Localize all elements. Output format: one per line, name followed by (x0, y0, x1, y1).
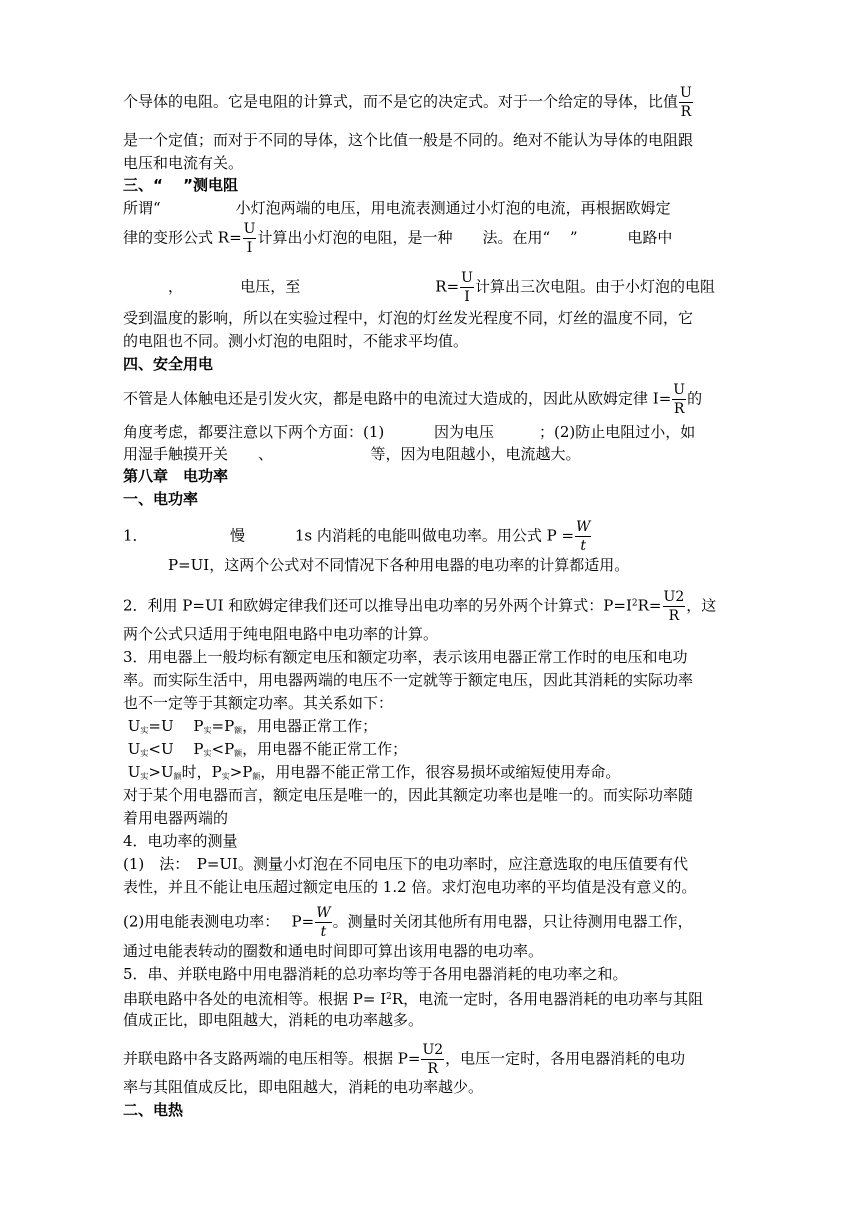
fraction-numerator: U (680, 85, 692, 101)
text-segment: 并联电路中各支路两端的电压相等。根据 P= (123, 1049, 421, 1068)
text-segment: ，用电器不能正常工作，很容易损坏或缩短使用寿命。 (260, 763, 621, 781)
text-segment: 计算出小灯泡的电阻，是一种 法。在用“ ” 电路中 (257, 228, 673, 247)
subscript: 实 (203, 749, 212, 758)
fraction-numerator: U (243, 221, 256, 237)
text-segment: <U P (148, 740, 204, 758)
text-segment: >U (148, 763, 174, 781)
fraction-denominator: I (246, 240, 253, 256)
fraction-denominator: R (680, 104, 692, 120)
subscript: 实 (140, 749, 149, 758)
text-segment: 时，P (181, 763, 222, 781)
fraction-denominator: R (427, 1061, 439, 1077)
fraction-denominator: R (668, 608, 680, 624)
text-line: 率与其阻值成反比，即电阻越大，消耗的电功率越少。 (123, 1078, 484, 1096)
text-segment: 不管是人体触电还是引发火灾，都是电路中的电流过大造成的，因此从欧姆定律 I= (123, 389, 672, 408)
text-segment: 个导体的电阻。它是电阻的计算式，而不是它的决定式。对于一个给定的导体，比值 (123, 92, 679, 111)
text-line: 也不一定等于其额定功率。其关系如下： (123, 694, 394, 712)
subscript: 额 (173, 772, 182, 781)
text-segment: ，用电器不能正常工作； (242, 740, 408, 758)
text-line: 所谓“ 小灯泡两端的电压，用电流表测通过小灯泡的电流，再根据欧姆定 (123, 199, 671, 217)
relation-line (123, 738, 783, 760)
subscript: 实 (203, 726, 212, 735)
text-segment: U (123, 740, 141, 758)
text-line (123, 85, 783, 120)
text-segment: 律的变形公式 R= (123, 228, 242, 247)
text-segment: U (123, 763, 141, 781)
text-line: 率。而实际生活中，用电器两端的电压不一定就等于额定电压，因此其消耗的实际功率 (123, 671, 694, 689)
section-heading: 四、安全用电 (123, 355, 214, 373)
subscript: 实 (221, 772, 230, 781)
fraction-denominator: R (673, 401, 685, 417)
subscript: 额 (252, 772, 261, 781)
fraction-numerator: W (576, 519, 591, 535)
text-segment: R，电流一定时，各用电器消耗的电功率与其阻 (391, 990, 704, 1008)
fraction-denominator: t (320, 924, 327, 940)
superscript: 2 (386, 992, 392, 1002)
superscript: 2 (631, 598, 638, 609)
fraction-denominator: t (580, 538, 587, 554)
text-line: 表性，并且不能让电压超过额定电压的 1.2 倍。求灯泡电功率的平均值是没有意义的。 (123, 878, 697, 896)
text-segment: 1． 慢 1s 内消耗的电能叫做电功率。用公式 P = (123, 526, 575, 545)
text-line (123, 589, 783, 624)
text-line: 值成正比，即电阻越大，消耗的电功率越多。 (123, 1011, 424, 1029)
text-segment: ，电压一定时，各用电器消耗的电功 (445, 1049, 686, 1068)
subscript: 实 (140, 726, 149, 735)
fraction-numerator: U2 (422, 1042, 444, 1058)
subscript: 额 (234, 726, 243, 735)
text-line: 电压和电流有关。 (123, 154, 244, 172)
text-segment: >P (229, 763, 253, 781)
text-segment: 2．利用 P=UI 和欧姆定律我们还可以推导出电功率的另外两个计算式：P=I (123, 596, 632, 615)
text-line: (1) 法： P=UI。测量小灯泡在不同电压下的电功率时，应注意选取的电压值要有代 (123, 855, 688, 873)
fraction (243, 222, 257, 255)
text-line: 用湿手触摸开关 、 等，因为电阻越小，电流越大。 (123, 445, 581, 463)
text-line: 角度考虑，都要注意以下两个方面：(1) 因为电压 ；(2)防止电阻过小，如 (123, 423, 696, 441)
fraction (421, 1043, 444, 1076)
text-segment: =U P (148, 717, 204, 735)
text-line (123, 1042, 783, 1077)
subscript: 额 (234, 749, 243, 758)
fraction-denominator: I (464, 289, 470, 305)
text-segment: ，用电器正常工作； (242, 717, 378, 735)
text-line: 5．串、并联电路中用电器消耗的总功率均等于各用电器消耗的电功率之和。 (123, 965, 628, 983)
fraction (663, 590, 686, 623)
section-heading: 一、电功率 (123, 490, 199, 508)
section-heading: 三、“ ”测电阻 (123, 176, 238, 194)
text-line: 受到温度的影响，所以在实验过程中，灯泡的灯丝发光程度不同，灯丝的温度不同，它 (123, 309, 694, 327)
text-line: P=UI，这两个公式对不同情况下各种用电器的电功率的计算都适用。 (123, 556, 630, 574)
text-segment: <P (211, 740, 235, 758)
text-line (123, 519, 783, 554)
fraction-numerator: W (316, 905, 331, 921)
subscript: 实 (140, 772, 149, 781)
text-segment: ，这 (686, 596, 717, 615)
text-line (123, 382, 783, 417)
text-segment: 串联电路中各处的电流相等。根据 P= I (123, 990, 387, 1008)
text-line: 对于某个用电器而言，额定电压是唯一的，因此其额定功率也是唯一的。而实际功率随 (123, 786, 694, 804)
fraction-numerator: U (461, 270, 473, 286)
chapter-heading: 第八章 电功率 (123, 467, 229, 485)
fraction (575, 520, 591, 553)
fraction-numerator: U2 (663, 589, 685, 605)
text-line: 的电阻也不同。测小灯泡的电阻时，不能求平均值。 (123, 332, 469, 350)
text-segment: =P (211, 717, 235, 735)
fraction (460, 271, 474, 304)
text-line: 着用电器两端的 (123, 809, 229, 827)
text-segment: 的 (687, 389, 703, 408)
text-line: 3．用电器上一般均标有额定电压和额定功率，表示该用电器正常工作时的电压和电功 (123, 648, 688, 666)
section-heading: 二、电热 (123, 1101, 184, 1119)
fraction (672, 383, 686, 416)
relation-line (123, 715, 783, 737)
text-line: 两个公式只适用于纯电阻电路中电功率的计算。 (123, 625, 439, 643)
text-line (123, 905, 783, 940)
text-segment: 计算出三次电阻。由于小灯泡的电阻 (474, 277, 715, 296)
text-line (123, 986, 783, 1008)
fraction-numerator: U (673, 382, 686, 398)
fraction (315, 906, 331, 939)
text-segment: 。测量时关闭其他所有用电器，只让待测用电器工作， (332, 912, 693, 931)
text-segment: ， 电压，至 R= (123, 277, 460, 296)
text-line (123, 270, 783, 305)
text-segment: (2)用电能表测电功率： P= (123, 912, 315, 931)
text-segment: R= (637, 596, 662, 615)
text-segment: U (123, 717, 141, 735)
relation-line (123, 761, 783, 783)
text-line: 是一个定值；而对于不同的导体，这个比值一般是不同的。绝对不能认为导体的电阻跟 (123, 131, 694, 149)
text-line: 通过电能表转动的圈数和通电时间即可算出该用电器的电功率。 (123, 942, 544, 960)
text-line (123, 221, 783, 256)
fraction (679, 86, 693, 119)
text-line: 4．电功率的测量 (123, 832, 238, 850)
